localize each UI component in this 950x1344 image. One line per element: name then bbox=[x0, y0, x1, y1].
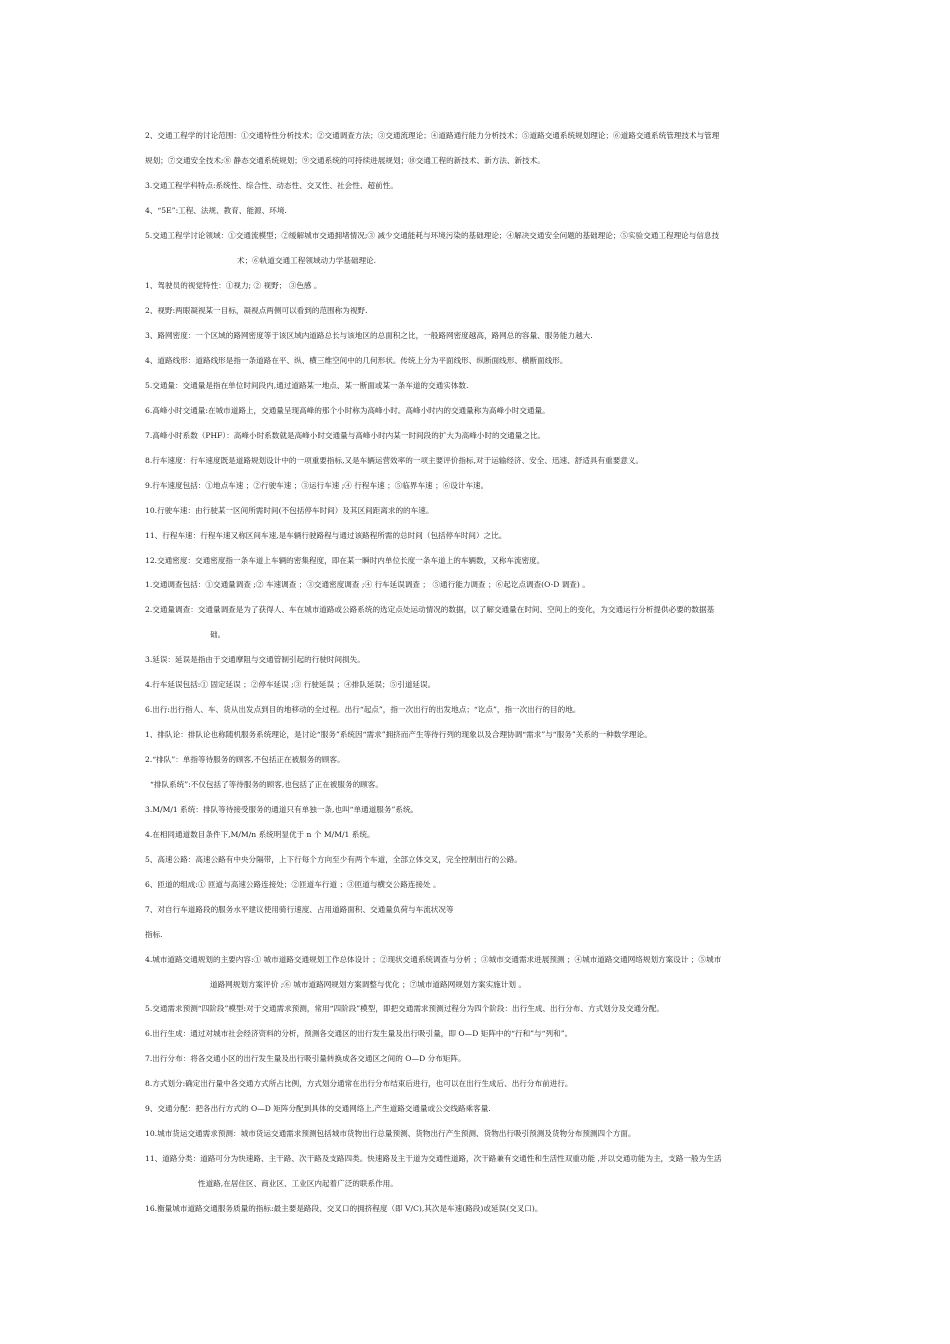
text-line: 术；⑥轨道交通工程领域动力学基础理论. bbox=[237, 256, 377, 265]
text-line: 10.城市货运交通需求预测：城市货运交通需求预测包括城市货物出行总量预测、货物出行产生预测、货物出行吸引预测及货物分布预测四个方面。 bbox=[145, 1129, 636, 1138]
text-line: 5、高速公路：高速公路有中央分隔带，上下行每个方向至少有两个车道，全部立体交叉，完全控制出行的公路。 bbox=[145, 855, 522, 864]
text-line: 3、路网密度：一个区域的路网密度等于该区域内道路总长与该地区的总面积之比，一般路网密度越高，路网总的容量、服务能力越大. bbox=[145, 331, 593, 340]
text-line: 2.“排队”：单指等待服务的顾客,不包括正在被服务的顾客。 bbox=[145, 755, 345, 764]
text-line: “排队系统”:不仅包括了等待服务的顾客,也包括了正在被服务的顾客。 bbox=[150, 780, 383, 789]
text-line: 7、对自行车道路段的服务水平建议使用骑行速度、占用道路面积、交通量负荷与车流状况等 bbox=[145, 905, 454, 914]
text-line: 4.在相同通道数目条件下,M/M/n 系统明显优于 n 个 M/M/1 系统。 bbox=[145, 830, 375, 839]
text-line: 3.交通工程学科特点:系统性、综合性、动态性、交叉性、社会性、超前性。 bbox=[145, 181, 398, 190]
text-line: 2.交通量调查：交通量调查是为了获得人、车在城市道路或公路系统的选定点处运动情况的数据，以了解交通量在时间、空间上的变化，为交通运行分析提供必要的数据基 bbox=[145, 605, 715, 614]
text-line: 7.出行分布：将各交通小区的出行发生量及出行吸引量转换成各交通区之间的 O—D 分布矩阵。 bbox=[145, 1054, 466, 1063]
text-line: 规划；⑦交通安全技术;⑧ 静态交通系统规划；⑨交通系统的可持续进展规划；⑩交通工程的新技术、新方法、新技术。 bbox=[145, 156, 545, 165]
text-line: 6.高峰小时交通量:在城市道路上，交通量呈现高峰的那个小时称为高峰小时。高峰小时内的交通量称为高峰小时交通量。 bbox=[145, 406, 550, 415]
text-line: 5.交通工程学讨论领域：①交通流模型；②缓解城市交通拥堵情况;③ 减少交通能耗与环境污染的基础理论；④解决交通安全问题的基础理论；⑤实验交通工程理论与信息技 bbox=[145, 231, 720, 240]
text-line: 指标. bbox=[145, 930, 163, 939]
text-line: 性道路,在居住区、商业区、工业区内起着广泛的联系作用。 bbox=[198, 1179, 398, 1188]
text-line: 6.出行:出行指人、车、货从出发点到目的地移动的全过程。出行“起点”，指一次出行的出发地点；“讫点”，指一次出行的目的地。 bbox=[145, 705, 581, 714]
text-line: 10.行驶车速：由行驶某一区间所需时间(不包括停车时间）及其区间距离求的的车速。 bbox=[145, 506, 434, 515]
text-line: 8.行车速度：行车速度既是道路规划设计中的一项重要指标,又是车辆运营效率的一项主要评价指标,对于运输经济、安全、迅速、舒适具有重要意义。 bbox=[145, 456, 644, 465]
text-line: 础。 bbox=[210, 630, 226, 639]
text-line: 12.交通密度：交通密度指一条车道上车辆的密集程度，即在某一瞬时内单位长度一条车道上的车辆数，又称车流密度。 bbox=[145, 556, 545, 565]
text-line: 道路网规划方案评价 ;⑥ 城市道路网规划方案调整与优化 ；⑦城市道路网规划方案实施计划 。 bbox=[210, 980, 526, 989]
text-line: 3.延误：延误是指由于交通摩阻与交通管制引起的行驶时间损失。 bbox=[145, 655, 365, 664]
text-line: 6.出行生成：通过对城市社会经济资料的分析，预测各交通区的出行发生量及出行吸引量，即 O—D 矩阵中的“行和”与“列和”。 bbox=[145, 1029, 573, 1038]
text-line: 4.城市道路交通规划的主要内容:① 城市道路交通规划工作总体设计 ；②现状交通系统调查与分析 ；③城市交通需求进展预测 ；④城市道路交通网络规划方案设计 ；⑤城市 bbox=[145, 955, 722, 964]
text-line: 4、“5E”:工程、法规、教育、能源、环境. bbox=[145, 206, 287, 215]
text-line: 3.M/M/1 系统：排队等待接受服务的通道只有单独一条,也叫“单通道服务”系统。 bbox=[145, 805, 419, 814]
text-line: 1、驾驶员的视觉特性：①视力; ② 视野； ③色感 。 bbox=[145, 281, 322, 290]
text-line: 5.交通量：交通量是指在单位时间段内,通过道路某一地点、某一断面或某一条车道的交通实体数. bbox=[145, 381, 469, 390]
text-line: 2、交通工程学的讨论范围：①交通特性分析技术；②交通调查方法；③交通流理论；④道路通行能力分析技术；⑤道路交通系统规划理论；⑥道路交通系统管理技术与管理 bbox=[145, 131, 720, 140]
text-line: 7.高峰小时系数（PHF）：高峰小时系数就是高峰小时交通量与高峰小时内某一时间段的扩大为高峰小时的交通量之比。 bbox=[145, 431, 546, 440]
text-line: 11、行程车速：行程车速又称区间车速,是车辆行驶路程与通过该路程所需的总时间（包括停车时间）之比。 bbox=[145, 531, 507, 540]
text-line: 1、排队论：排队论也称随机服务系统理论，是讨论“服务”系统因“需求”拥挤而产生等待行列的现象以及合理协调“需求”与“服务”关系的一种数学理论。 bbox=[145, 730, 652, 739]
text-line: 4、道路线形：道路线形是指一条道路在平、纵、横三维空间中的几何形状。传统上分为平面线形、纵断面线形、横断面线形。 bbox=[145, 356, 568, 365]
text-line: 6、匝道的组成:① 匝道与高速公路连接处；②匝道车行道 ；③匝道与横交公路连接处 。 bbox=[145, 880, 441, 889]
text-line: 9.行车速度包括：①地点车速 ；②行驶车速 ；③运行车速 ;④ 行程车速 ；⑤临界车速 ；⑥设计车速。 bbox=[145, 481, 489, 490]
text-line: 16.衡量城市道路交通服务质量的指标:最主要是路段、交叉口的拥挤程度（即 V/C),其次是车速(路段)或延误(交叉口)。 bbox=[145, 1204, 543, 1213]
text-line: 5.交通需求预测“四阶段”模型:对于交通需求预测，常用“四阶段”模型，即把交通需求预测过程分为四个阶段：出行生成、出行分布、方式划分及交通分配。 bbox=[145, 1004, 664, 1013]
text-line: 9、交通分配：把各出行方式的 O—D 矩阵分配到具体的交通网络上,产生道路交通量或公交线路乘客量. bbox=[145, 1104, 491, 1113]
text-line: 2、视野:两眼凝视某一目标，凝视点两侧可以看到的范围称为视野. bbox=[145, 306, 368, 315]
text-line: 11、道路分类：道路可分为快速路、主干路、次干路及支路四类。快速路及主干道为交通性道路，次干路兼有交通性和生活性双重功能 ,并以交通功能为主，支路一般为生活 bbox=[145, 1154, 722, 1163]
text-line: 8.方式划分:确定出行量中各交通方式所占比例，方式划分通常在出行分布结束后进行，也可以在出行生成后、出行分布前进行。 bbox=[145, 1079, 573, 1088]
text-line: 1.交通调查包括：①交通量调查 ;② 车速调查 ；③交通密度调查 ;④ 行车延误调查 ； ⑤通行能力调查 ；⑥起讫点调查(O-D 调查) 。 bbox=[145, 580, 590, 589]
text-line: 4.行车延误包括:① 固定延误 ；②停车延误 ;③ 行驶延误 ；④排队延误；⑤引道延误。 bbox=[145, 680, 436, 689]
